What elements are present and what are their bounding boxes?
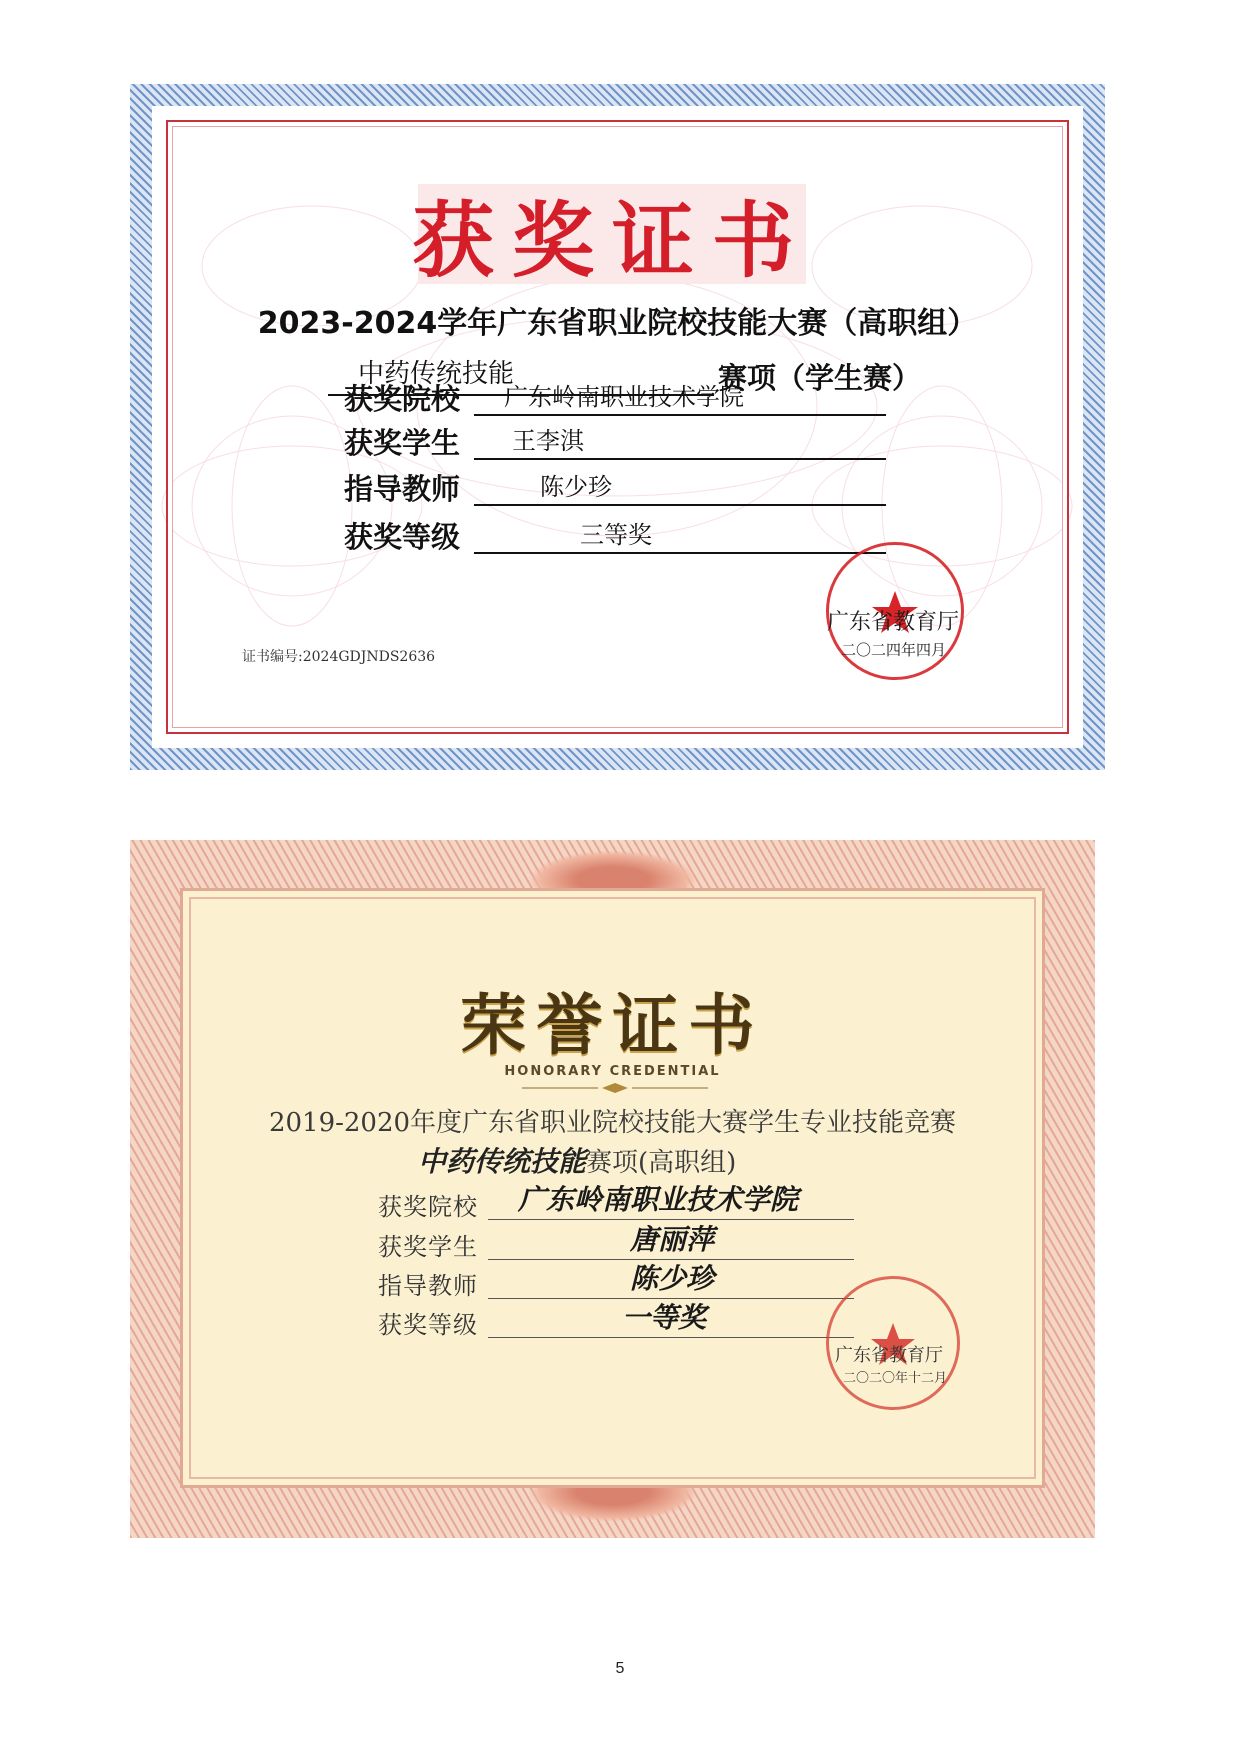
certificate-body: [152, 106, 1083, 748]
official-seal: [826, 542, 964, 680]
page-number: 5: [615, 1660, 625, 1677]
field-label: 指导教师: [378, 1272, 478, 1300]
underline: [474, 414, 886, 416]
certificate-number: 证书编号:2024GDJNDS2636: [242, 649, 436, 665]
field-label: 获奖等级: [344, 520, 461, 554]
field-value: 一等奖: [622, 1301, 707, 1334]
field-value: 广东岭南职业技术学院: [518, 1183, 799, 1216]
competition-title: 2019-2020年度广东省职业院校技能大赛学生专业技能竞赛: [268, 1108, 957, 1138]
event-suffix: 赛项（学生赛）: [718, 361, 922, 395]
field-label: 获奖院校: [378, 1193, 478, 1221]
field-label: 获奖学生: [378, 1233, 478, 1261]
field-value: 唐丽萍: [630, 1223, 715, 1256]
underline: [488, 1337, 854, 1338]
event-line: [418, 1140, 736, 1180]
field-label: 获奖院校: [344, 382, 461, 416]
field-value: 三等奖: [580, 521, 652, 549]
event-value: 中药传统技能: [418, 1145, 587, 1178]
english-title: HONORARY CREDENTIAL: [504, 1064, 721, 1079]
title-box: [412, 184, 813, 289]
underline: [474, 458, 886, 460]
certificate-title: 获奖证书: [412, 192, 813, 289]
official-seal: [826, 1276, 960, 1410]
field-value: 广东岭南职业技术学院: [504, 383, 744, 411]
honorary-certificate-2020: [130, 840, 1095, 1538]
competition-title: 2023-2024学年广东省职业院校技能大赛（高职组）: [257, 306, 978, 341]
seal-org: 广东省教育厅: [827, 610, 960, 635]
field-label: 指导教师: [344, 472, 461, 506]
event-suffix: 赛项(高职组): [586, 1148, 737, 1178]
seal-org: 广东省教育厅: [835, 1345, 943, 1366]
seal-date: 二〇二〇年十二月: [843, 1371, 948, 1386]
certificate-title: 荣誉证书: [460, 987, 765, 1064]
underline: [474, 504, 886, 506]
event-value: 中药传统技能: [358, 359, 515, 389]
divider-ornament: [522, 1083, 708, 1093]
field-value: 陈少珍: [540, 473, 612, 501]
underline: [474, 552, 886, 554]
field-value: 陈少珍: [630, 1262, 715, 1295]
field-label: 获奖学生: [344, 426, 461, 460]
award-certificate-2024: [130, 84, 1105, 770]
field-value: 王李淇: [512, 427, 584, 455]
seal-date: 二〇二四年四月: [841, 641, 947, 659]
field-label: 获奖等级: [378, 1311, 478, 1339]
